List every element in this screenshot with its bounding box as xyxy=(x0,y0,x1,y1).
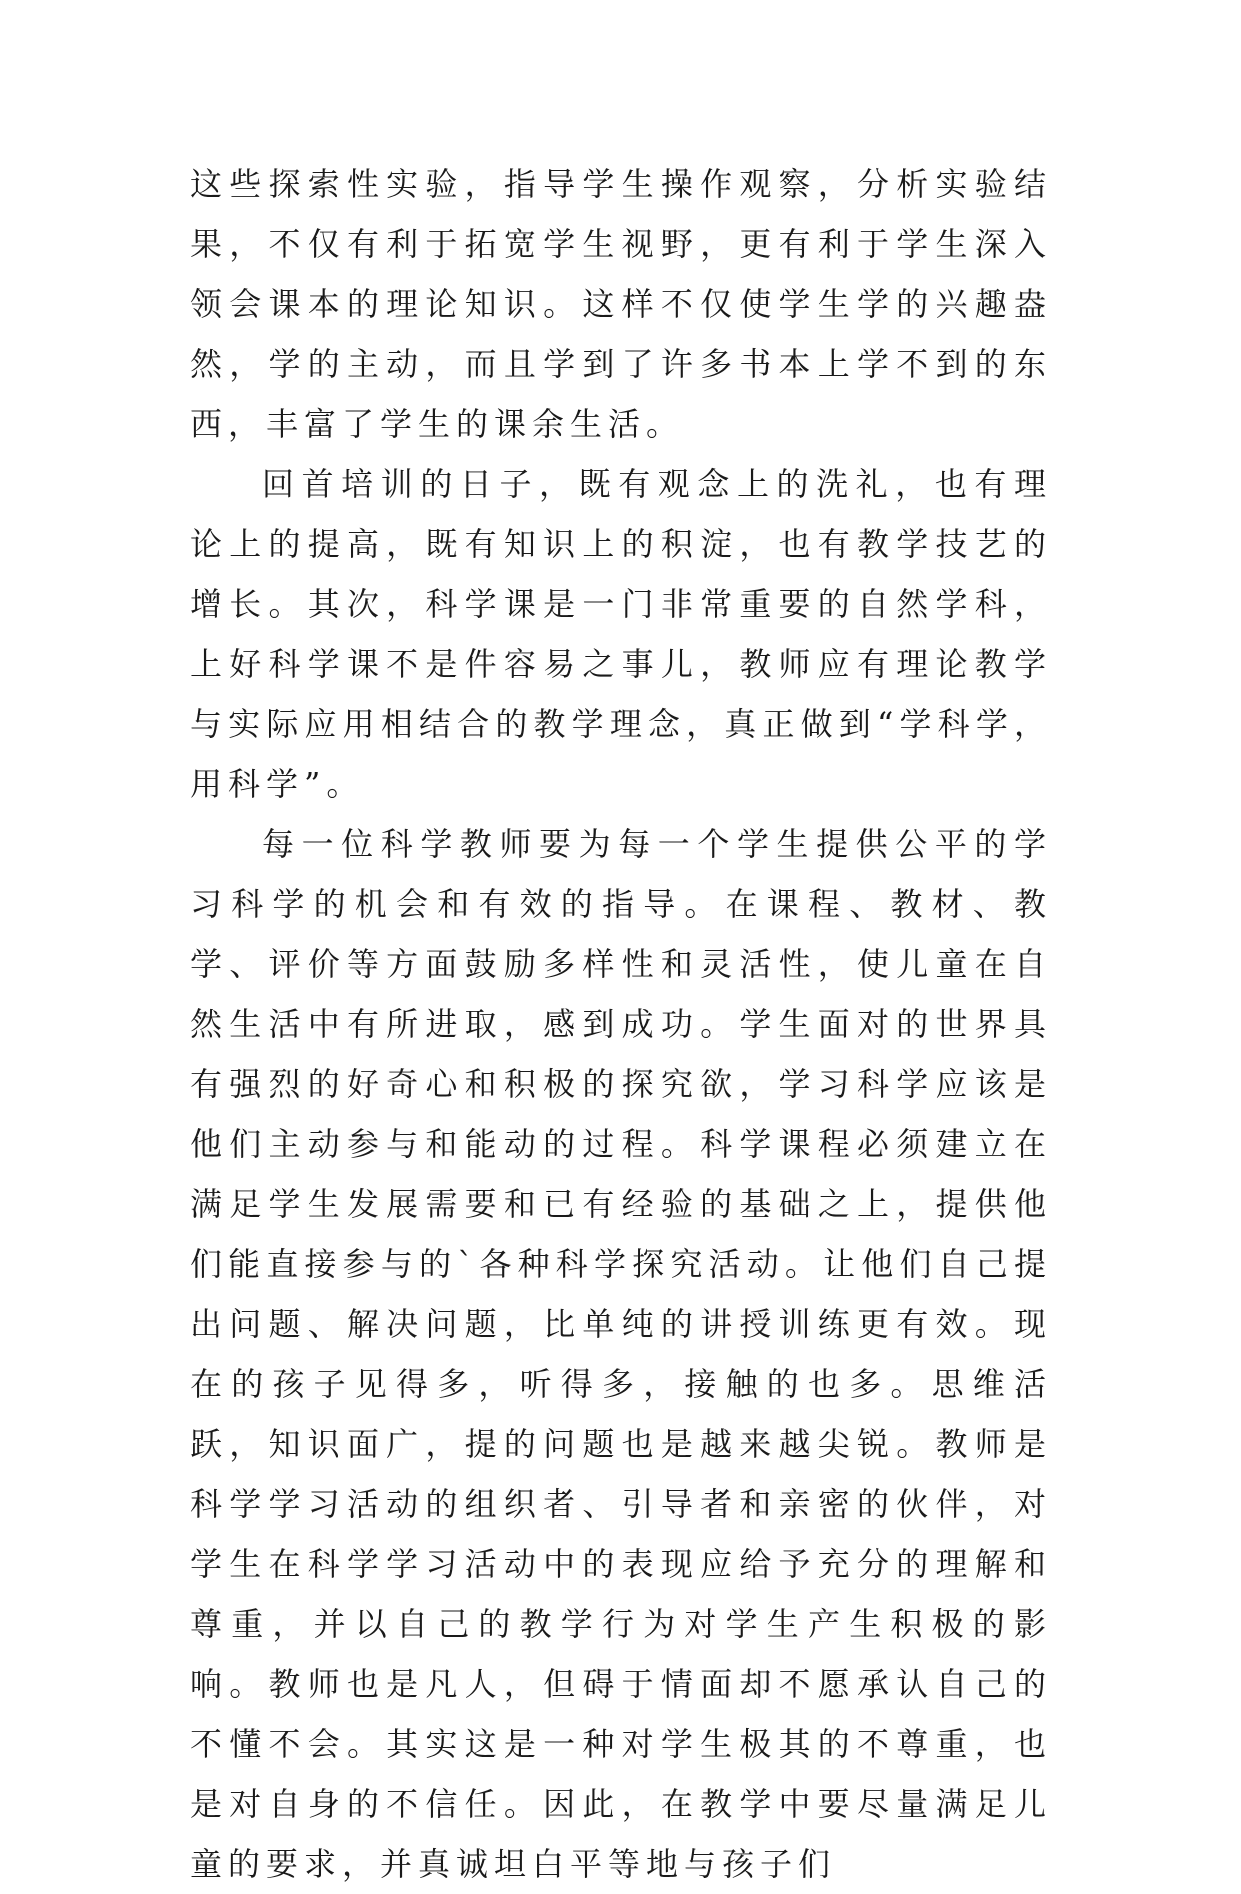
document-body xyxy=(190,154,1052,1894)
paragraph-3: 每一位科学教师要为每一个学生提供公平的学习科学的机会和有效的指导。在课程、教材、教学、评价等方面鼓励多样性和灵活性，使儿童在自然生活中有所进取，感到成功。学生面对的世界具有强烈的好奇心和积极的探究欲，学习科学应该是他们主动参与和能动的过程。科学课程必须建立在满足学生发展需要和已有经验的基础之上，提供他们能直接参与的`各种科学探究活动。让他们自己提出问题、解决问题，比单纯的讲授训练更有效。现在的孩子见得多，听得多，接触的也多。思维活跃，知识面广，提的问题也是越来越尖锐。教师是科学学习活动的组织者、引导者和亲密的伙伴，对学生在科学学习活动中的表现应给予充分的理解和尊重，并以自己的教学行为对学生产生积极的影响。教师也是凡人，但碍于情面却不愿承认自己的不懂不会。其实这是一种对学生极其的不尊重，也是对自身的不信任。因此，在教学中要尽量满足儿童的要求，并真诚坦白平等地与孩子们 xyxy=(190,825,1052,1883)
paragraph-1: 这些探索性实验，指导学生操作观察，分析实验结果，不仅有利于拓宽学生视野，更有利于学生深入领会课本的理论知识。这样不仅使学生学的兴趣盎然，学的主动，而且学到了许多书本上学不到的东西，丰富了学生的课余生活。 xyxy=(190,165,1052,443)
paragraph-2: 回首培训的日子，既有观念上的洗礼，也有理论上的提高，既有知识上的积淀，也有教学技艺的增长。其次，科学课是一门非常重要的自然学科，上好科学课不是件容易之事儿，教师应有理论教学与实际应用相结合的教学理念，真正做到“学科学，用科学”。 xyxy=(190,465,1052,803)
